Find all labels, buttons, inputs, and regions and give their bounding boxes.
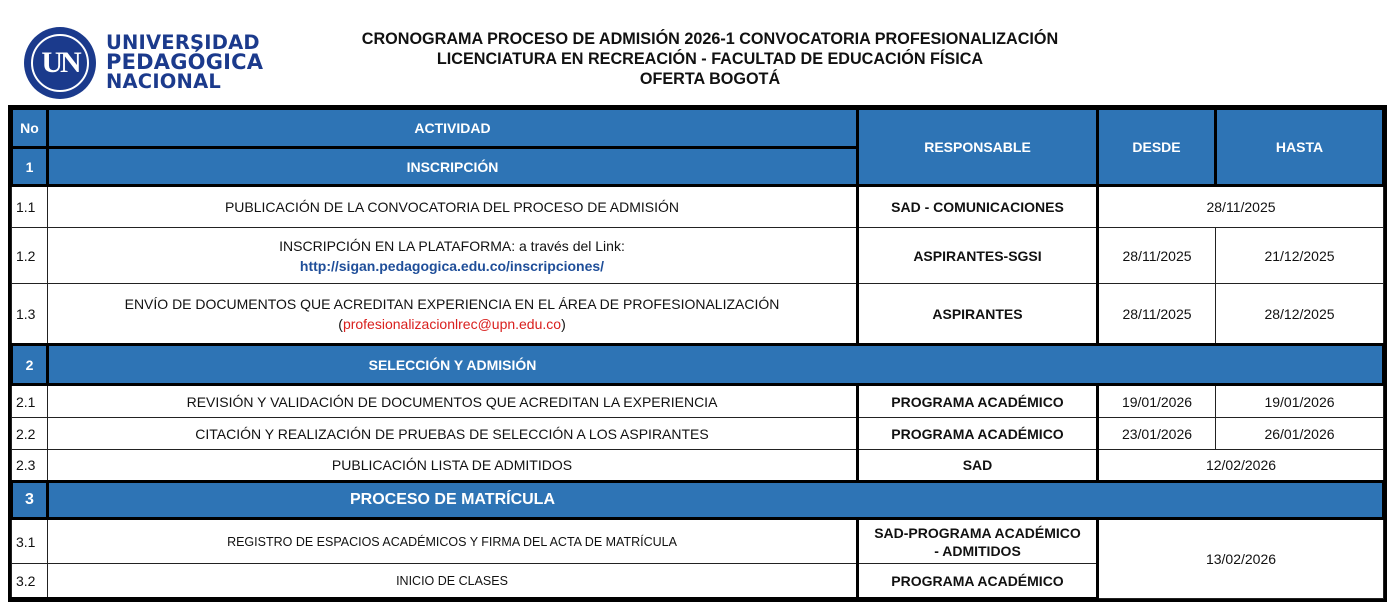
column-header-actividad: ACTIVIDAD [48, 109, 858, 148]
section-title: PROCESO DE MATRÍCULA [48, 482, 1384, 519]
registration-link[interactable]: http://sigan.pedagogica.edu.co/inscripciones/ [299, 257, 605, 274]
section-title: SELECCIÓN Y ADMISIÓN [48, 345, 1384, 385]
title-line-3: OFERTA BOGOTÁ [639, 70, 781, 88]
responsible-line-2: - ADMITIDOS [934, 542, 1021, 559]
activity-cell: PUBLICACIÓN LISTA DE ADMITIDOS [48, 450, 858, 482]
activity-cell: INICIO DE CLASES [48, 564, 858, 599]
activity-cell [48, 228, 858, 284]
activity-cell: PUBLICACIÓN DE LA CONVOCATORIA DEL PROCESO DE ADMISIÓN [48, 186, 858, 228]
responsible-cell: PROGRAMA ACADÉMICO [858, 564, 1098, 599]
activity-text: INSCRIPCIÓN EN LA PLATAFORMA: a través del Link: [279, 237, 625, 254]
table-row [12, 450, 1384, 482]
responsible-cell [858, 519, 1098, 564]
responsible-cell: PROGRAMA ACADÉMICO [858, 385, 1098, 418]
row-number: 3.1 [12, 519, 48, 564]
activity-cell [48, 284, 858, 345]
column-header-hasta: HASTA [1216, 109, 1384, 186]
activity-cell: REGISTRO DE ESPACIOS ACADÉMICOS Y FIRMA DEL ACTA DE MATRÍCULA [48, 519, 858, 564]
row-number: 1.3 [12, 284, 48, 345]
email-link[interactable]: profesionalizacionlrec@upn.edu.co [342, 315, 562, 332]
date-from-cell: 19/01/2026 [1098, 385, 1216, 418]
schedule-table [10, 107, 1385, 600]
table-row [12, 228, 1384, 284]
activity-cell: REVISIÓN Y VALIDACIÓN DE DOCUMENTOS QUE ACREDITAN LA EXPERIENCIA [48, 385, 858, 418]
activity-text: ENVÍO DE DOCUMENTOS QUE ACREDITAN EXPERIENCIA EN EL ÁREA DE PROFESIONALIZACIÓN [124, 295, 780, 312]
column-header-no: No [12, 109, 48, 148]
section-row-matricula [12, 482, 1384, 519]
title-line-1: CRONOGRAMA PROCESO DE ADMISIÓN 2026-1 CONVOCATORIA PROFESIONALIZACIÓN [361, 30, 1059, 48]
date-from-cell: 23/01/2026 [1098, 418, 1216, 450]
logo-line-2: PEDAGÓGICA [106, 50, 264, 74]
date-from-cell: 28/11/2025 [1098, 284, 1216, 345]
section-title: INSCRIPCIÓN [48, 148, 858, 186]
column-header-responsable: RESPONSABLE [858, 109, 1098, 186]
date-to-cell: 19/01/2026 [1216, 385, 1384, 418]
responsible-cell: PROGRAMA ACADÉMICO [858, 418, 1098, 450]
row-number: 1.2 [12, 228, 48, 284]
table-row [12, 284, 1384, 345]
table-header-row [12, 109, 1384, 148]
column-header-desde: DESDE [1098, 109, 1216, 186]
table-row [12, 418, 1384, 450]
paren-open: ( [338, 315, 343, 332]
title-line-2: LICENCIATURA EN RECREACIÓN - FACULTAD DE EDUCACIÓN FÍSICA [436, 50, 984, 68]
email-line [48, 316, 856, 332]
date-cell: 28/11/2025 [1098, 186, 1384, 228]
responsible-cell: SAD [858, 450, 1098, 482]
paren-close: ) [561, 315, 566, 332]
table-row [12, 385, 1384, 418]
section-row-seleccion [12, 345, 1384, 385]
logo-line-3: NACIONAL [106, 70, 221, 93]
section-number: 1 [12, 148, 48, 186]
section-number: 2 [12, 345, 48, 385]
logo-wordmark [106, 33, 263, 91]
date-from-cell: 28/11/2025 [1098, 228, 1216, 284]
row-number: 2.1 [12, 385, 48, 418]
activity-cell: CITACIÓN Y REALIZACIÓN DE PRUEBAS DE SELECCIÓN A LOS ASPIRANTES [48, 418, 858, 450]
date-to-cell: 21/12/2025 [1216, 228, 1384, 284]
logo-line-1: UNIVERSIDAD [106, 31, 260, 54]
row-number: 2.2 [12, 418, 48, 450]
responsible-cell: ASPIRANTES-SGSI [858, 228, 1098, 284]
date-to-cell: 26/01/2026 [1216, 418, 1384, 450]
row-number: 3.2 [12, 564, 48, 599]
upn-seal-icon: UN [24, 27, 96, 99]
document-title [300, 29, 1120, 89]
table-row [12, 186, 1384, 228]
table-row [12, 519, 1384, 564]
responsible-line-1: SAD-PROGRAMA ACADÉMICO [874, 524, 1081, 541]
date-cell: 12/02/2026 [1098, 450, 1384, 482]
section-number: 3 [12, 482, 48, 519]
responsible-cell: SAD - COMUNICACIONES [858, 186, 1098, 228]
responsible-cell: ASPIRANTES [858, 284, 1098, 345]
date-cell: 13/02/2026 [1098, 519, 1384, 599]
date-to-cell: 28/12/2025 [1216, 284, 1384, 345]
row-number: 1.1 [12, 186, 48, 228]
row-number: 2.3 [12, 450, 48, 482]
university-logo [24, 27, 264, 99]
